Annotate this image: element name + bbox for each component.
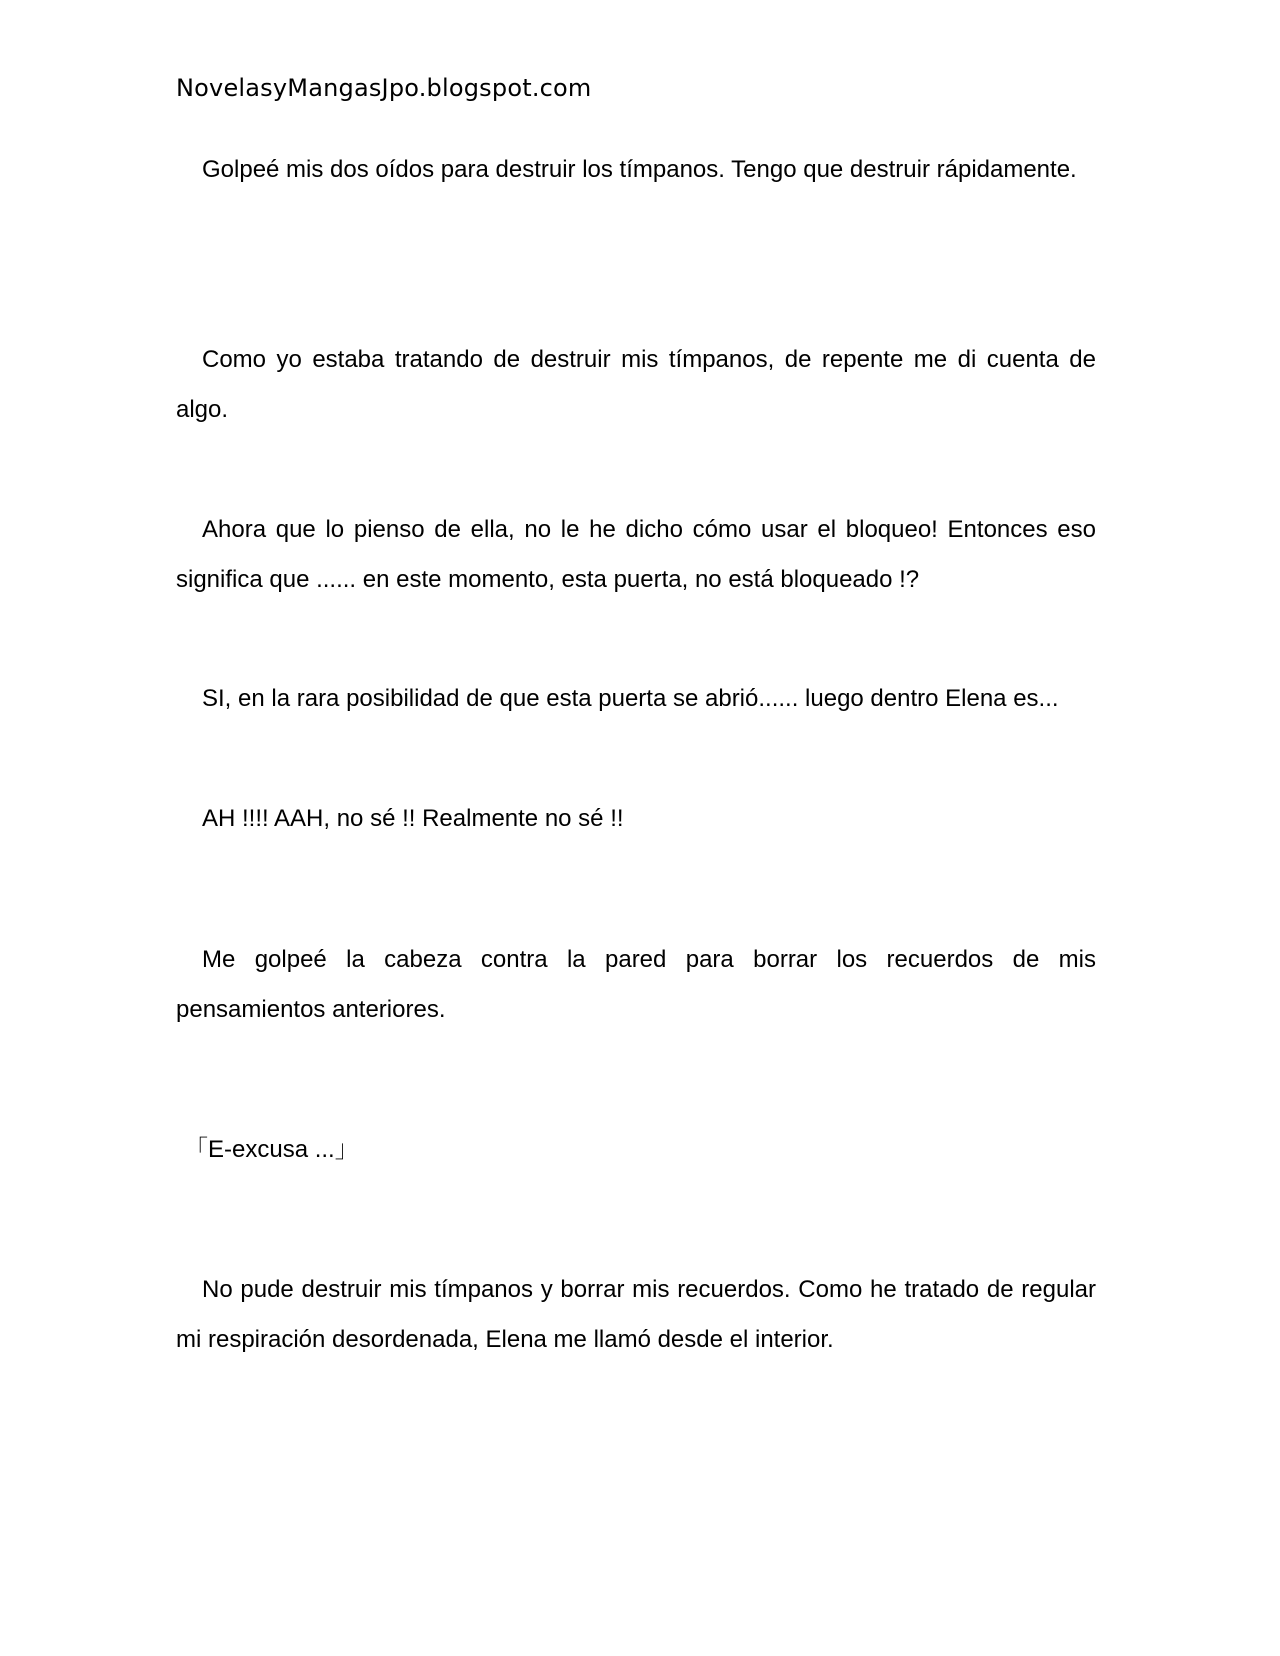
paragraph-8: No pude destruir mis tímpanos y borrar mis recuerdos. Como he tratado de regular mi respiración desordenada, Elena me llamó desde el interior. [176, 1276, 1096, 1353]
paragraph-6: Me golpeé la cabeza contra la pared para borrar los recuerdos de mis pensamientos anteriores. [176, 946, 1096, 1023]
paragraph-3: Ahora que lo pienso de ella, no le he dicho cómo usar el bloqueo! Entonces eso significa que ...... en este momento, esta puerta, no está bloqueado !? [176, 516, 1096, 593]
paragraph-1: Golpeé mis dos oídos para destruir los tímpanos. Tengo que destruir rápidamente. [202, 156, 1077, 183]
paragraph-2: Como yo estaba tratando de destruir mis tímpanos, de repente me di cuenta de algo. [176, 346, 1096, 423]
paragraph-4: SI, en la rara posibilidad de que esta puerta se abrió...... luego dentro Elena es... [202, 685, 1059, 712]
blog-header: NovelasyMangasJpo.blogspot.com [176, 74, 592, 102]
paragraph-5: AH !!!! AAH, no sé !! Realmente no sé !! [202, 805, 624, 832]
dialogue-line: 「E-excusa ...」 [184, 1136, 359, 1163]
